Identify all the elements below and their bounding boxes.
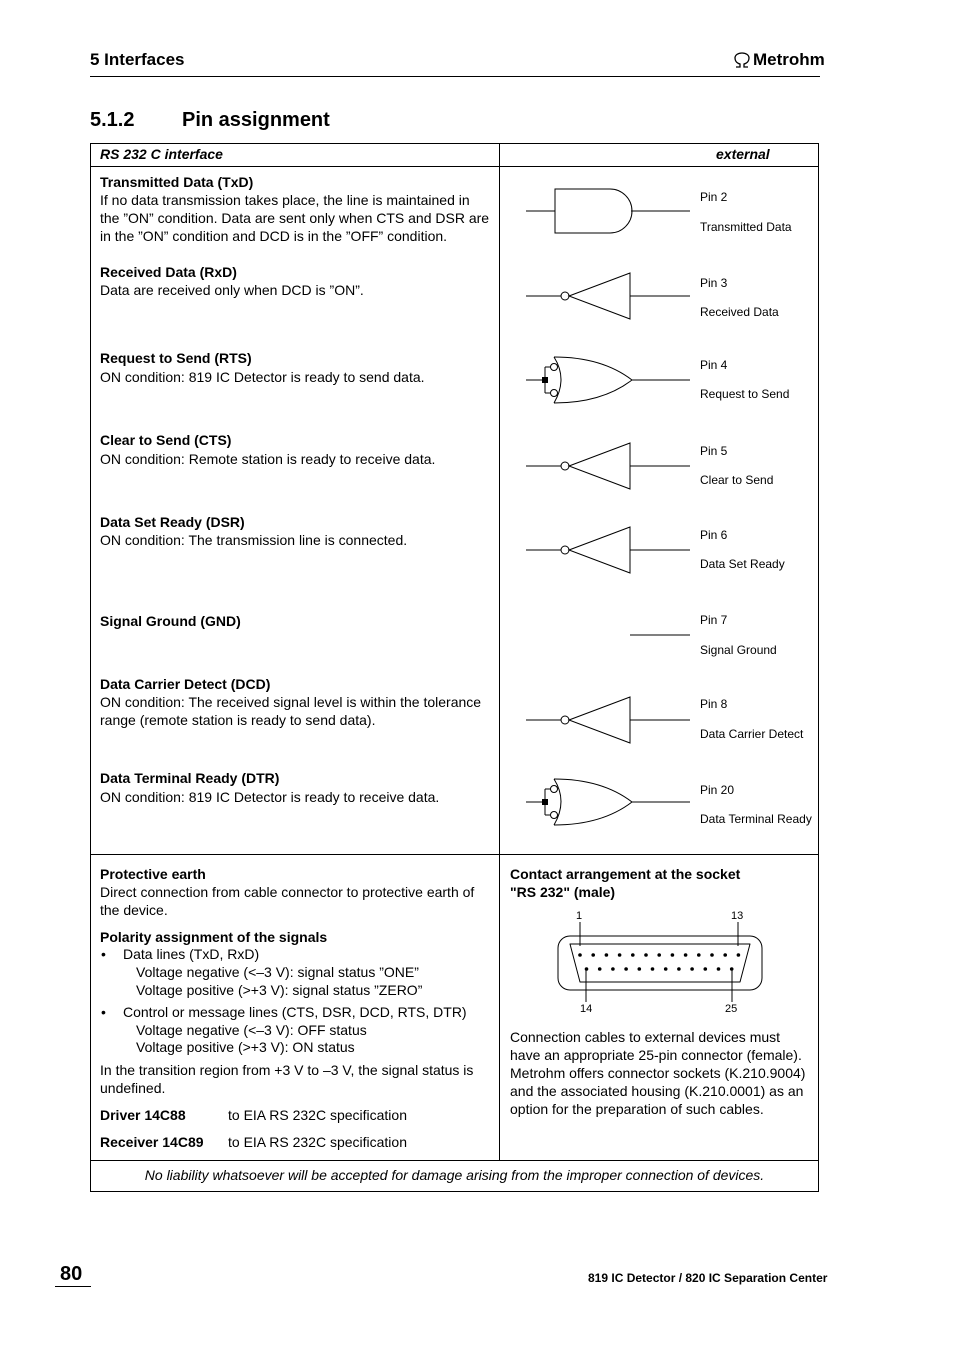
- pin-number: Pin 4: [700, 358, 728, 372]
- connector-pin: [704, 967, 708, 971]
- document-title: 819 IC Detector / 820 IC Separation Center: [588, 1271, 828, 1285]
- connector-pin: [717, 967, 721, 971]
- control-lines-positive: Voltage positive (>+3 V): ON status: [136, 1039, 355, 1055]
- signal-title-txd: Transmitted Data (TxD): [100, 174, 254, 190]
- pin-number: Pin 8: [700, 697, 728, 711]
- connector-pin: [684, 953, 688, 957]
- or-gate-icon: [526, 779, 690, 825]
- pin-label-13: 13: [731, 910, 744, 922]
- bullet-icon: •: [101, 946, 106, 962]
- pin-name: Signal Ground: [700, 643, 777, 657]
- data-lines-label: Data lines (TxD, RxD): [123, 946, 260, 962]
- connector-pin: [644, 953, 648, 957]
- contact-title: Contact arrangement at the socket: [510, 866, 741, 882]
- transition-note: In the transition region from +3 V to –3 V, the signal status is undefined.: [100, 1062, 474, 1096]
- signal-title-rxd: Received Data (RxD): [100, 264, 237, 280]
- driver-spec: to EIA RS 232C specification: [228, 1107, 407, 1123]
- pin-label-25: 25: [725, 1003, 738, 1015]
- data-lines-positive: Voltage positive (>+3 V): signal status ”ZERO”: [136, 982, 423, 998]
- signal-desc-dtr: ON condition: 819 IC Detector is ready to receive data.: [100, 789, 440, 805]
- column-header-interface: RS 232 C interface: [100, 146, 223, 162]
- pin-number: Pin 5: [700, 444, 728, 458]
- driver-label: Driver 14C88: [100, 1107, 186, 1123]
- signal-title-dsr: Data Set Ready (DSR): [100, 514, 245, 530]
- table-footer-rule: [90, 1160, 819, 1161]
- signal-desc-dsr: ON condition: The transmission line is connected.: [100, 532, 408, 548]
- contact-note: Connection cables to external devices must have an appropriate 25-pin connector (female). Metrohm offers connector sockets (K.210.9004) and the associated housing (K.210.0001) as an option for the preparation of such cables.: [510, 1029, 806, 1117]
- db25-connector-icon: [550, 922, 770, 1006]
- pin-name: Transmitted Data: [700, 220, 792, 234]
- protective-title: Protective earth: [100, 866, 206, 882]
- signal-desc-dcd: ON condition: The received signal level is within the tolerance range (remote station is ready to send data).: [100, 694, 482, 728]
- inverter-icon: [526, 697, 690, 743]
- connector-pin: [664, 967, 668, 971]
- connector-pin: [618, 953, 622, 957]
- signal-title-rts: Request to Send (RTS): [100, 350, 252, 366]
- signal-desc-rts: ON condition: 819 IC Detector is ready to send data.: [100, 369, 425, 385]
- connector-pin: [591, 953, 595, 957]
- page-number: 80: [60, 1263, 83, 1285]
- table-section-rule: [90, 854, 819, 855]
- receiver-spec: to EIA RS 232C specification: [228, 1134, 407, 1150]
- receiver-label: Receiver 14C89: [100, 1134, 204, 1150]
- connector-pin: [611, 967, 615, 971]
- connector-pin: [638, 967, 642, 971]
- section-title: Pin assignment: [182, 109, 330, 131]
- pin-name: Data Carrier Detect: [700, 727, 804, 741]
- gate-diagram: [500, 167, 818, 854]
- connector-pin: [585, 967, 589, 971]
- pin-number: Pin 7: [700, 613, 728, 627]
- signal-title-dtr: Data Terminal Ready (DTR): [100, 770, 280, 786]
- pin-number: Pin 6: [700, 528, 728, 542]
- and-gate-icon: [526, 189, 690, 233]
- connector-pin: [737, 953, 741, 957]
- control-lines-label: Control or message lines (CTS, DSR, DCD, RTS, DTR): [123, 1004, 467, 1020]
- signal-desc-cts: ON condition: Remote station is ready to receive data.: [100, 451, 436, 467]
- column-header-external: external: [716, 146, 770, 162]
- header-rule: [90, 76, 820, 77]
- control-lines-negative: Voltage negative (<–3 V): OFF status: [136, 1022, 367, 1038]
- running-header: 5 Interfaces: [90, 50, 185, 69]
- connector-pin: [697, 953, 701, 957]
- signal-title-cts: Clear to Send (CTS): [100, 432, 232, 448]
- inverter-icon: [526, 273, 690, 319]
- connector-pin: [578, 953, 582, 957]
- pin-name: Data Set Ready: [700, 557, 785, 571]
- signal-desc-rxd: Data are received only when DCD is ”ON”.: [100, 282, 364, 298]
- pin-number: Pin 2: [700, 190, 728, 204]
- connector-pin: [677, 967, 681, 971]
- connector-pin: [671, 953, 675, 957]
- connector-pin: [657, 953, 661, 957]
- polarity-title: Polarity assignment of the signals: [100, 929, 328, 945]
- pin-name: Received Data: [700, 305, 779, 319]
- pin-name: Request to Send: [700, 387, 790, 401]
- connector-pin: [631, 953, 635, 957]
- page-number-rule: [55, 1286, 91, 1287]
- pin-number: Pin 20: [700, 783, 735, 797]
- brand-name: Metrohm: [753, 50, 825, 69]
- inverter-icon: [526, 443, 690, 489]
- connector-pin: [605, 953, 609, 957]
- connector-pin: [723, 953, 727, 957]
- liability-note: No liability whatsoever will be accepted for damage arising from the improper connection of devices.: [144, 1167, 765, 1183]
- pin-number: Pin 3: [700, 276, 728, 290]
- pin-name: Clear to Send: [700, 473, 774, 487]
- inverter-icon: [526, 527, 690, 573]
- or-gate-icon: [526, 357, 690, 403]
- connector-pin: [624, 967, 628, 971]
- connector-pin: [651, 967, 655, 971]
- signal-title-dcd: Data Carrier Detect (DCD): [100, 676, 271, 692]
- pin-label-14: 14: [580, 1003, 593, 1015]
- connector-pin: [690, 967, 694, 971]
- connector-pin: [730, 967, 734, 971]
- contact-subtitle: "RS 232" (male): [510, 884, 616, 900]
- omega-logo-icon: [733, 52, 751, 68]
- connector-pin: [710, 953, 714, 957]
- protective-desc: Direct connection from cable connector to protective earth of the device.: [100, 884, 475, 918]
- pin-label-1: 1: [576, 910, 583, 922]
- section-number: 5.1.2: [90, 109, 135, 131]
- pin-name: Data Terminal Ready: [700, 812, 812, 826]
- bullet-icon: •: [101, 1004, 106, 1020]
- data-lines-negative: Voltage negative (<–3 V): signal status ”ONE”: [136, 964, 419, 980]
- signal-desc-txd: If no data transmission takes place, the line is maintained in the ”ON” condition. Data are sent only when CTS and DSR are in the ”ON” condition and DCD is in the ”OFF” condition.: [100, 192, 490, 244]
- connector-pin: [598, 967, 602, 971]
- brand-logo: [733, 50, 825, 70]
- signal-title-gnd: Signal Ground (GND): [100, 613, 241, 629]
